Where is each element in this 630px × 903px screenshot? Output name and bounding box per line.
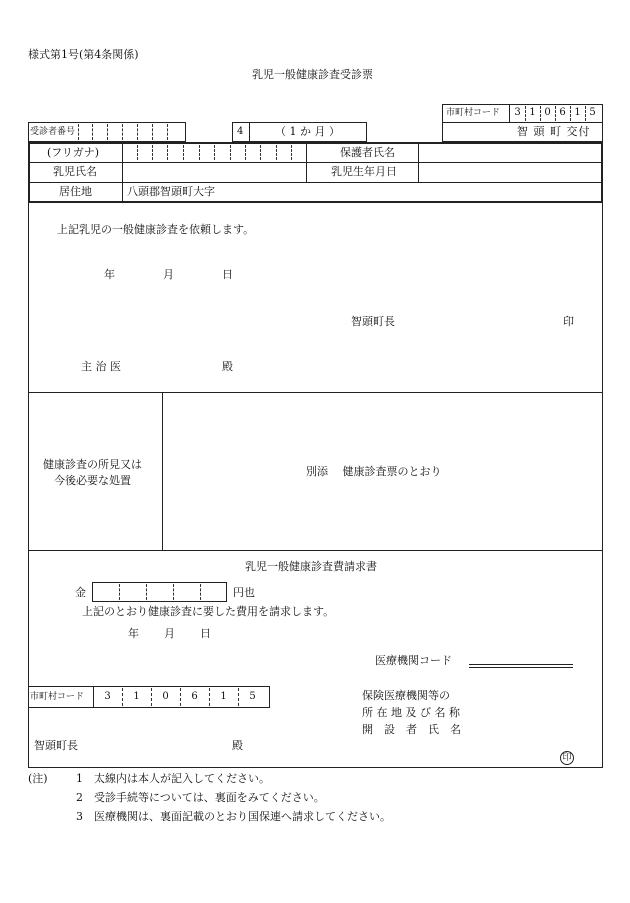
request-text: 上記乳児の一般健康診査を依頼します。 xyxy=(57,223,255,236)
institution-line-3: 開 設 者 氏 名 xyxy=(362,723,461,736)
municipal-code-label: 市町村コード xyxy=(446,108,501,118)
code-digit: 3 xyxy=(104,691,111,702)
findings-value: 別添 健康診査票のとおり xyxy=(306,465,442,478)
institution-line-1: 保険医療機関等の xyxy=(362,689,450,702)
amount-suffix: 円也 xyxy=(233,586,255,599)
age-label: （ 1 か 月 ） xyxy=(275,125,340,138)
infant-name-label: 乳児氏名 xyxy=(53,165,97,178)
invoice-municipal-code-label: 市町村コード xyxy=(30,692,85,702)
age-number: 4 xyxy=(237,126,244,137)
invoice-mayor-label: 智頭町長 xyxy=(34,739,78,752)
findings-label-1: 健康診査の所見又は xyxy=(43,458,142,471)
examinee-number-label: 受診者番号 xyxy=(30,127,76,137)
birthdate-label: 乳児生年月日 xyxy=(331,165,397,178)
findings-label-2: 今後必要な処置 xyxy=(54,474,131,487)
invoice-day: 日 xyxy=(200,627,211,640)
doctor-honorific: 殿 xyxy=(222,360,233,373)
note-number: 1 xyxy=(76,772,83,785)
form-number: 様式第1号(第4条関係) xyxy=(28,48,139,61)
institution-code-label: 医療機関コード xyxy=(375,654,452,667)
code-digit: 5 xyxy=(589,107,596,118)
note-number: 3 xyxy=(76,810,83,823)
note-number: 2 xyxy=(76,791,83,804)
address-value: 八頭郡智頭町大字 xyxy=(127,185,215,198)
amount-box xyxy=(92,582,227,602)
note-text: 受診手続等については、裏面をみてください。 xyxy=(94,791,325,804)
form-title: 乳児一般健康診査受診票 xyxy=(252,68,373,81)
invoice-year: 年 xyxy=(128,627,139,640)
institution-line-2: 所 在 地 及 び 名 称 xyxy=(362,706,460,719)
code-digit: 1 xyxy=(133,691,140,702)
infant-info-table xyxy=(28,142,603,203)
code-digit: 3 xyxy=(514,107,521,118)
code-digit: 0 xyxy=(162,691,169,702)
issuer: 智 頭 町 交付 xyxy=(517,125,591,138)
mayor-label: 智頭町長 xyxy=(351,315,395,328)
seal-mark: 印 xyxy=(563,315,574,328)
code-digit: 6 xyxy=(559,107,566,118)
note-text: 太線内は本人が記入してください。 xyxy=(94,772,270,785)
code-digit: 5 xyxy=(249,691,256,702)
code-digit: 0 xyxy=(544,107,551,118)
code-digit: 6 xyxy=(191,691,198,702)
code-digit: 1 xyxy=(574,107,581,118)
note-text: 医療機関は、裏面記載のとおり国保連へ請求してください。 xyxy=(94,810,391,823)
code-digit: 1 xyxy=(529,107,536,118)
amount-prefix: 金 xyxy=(75,586,86,599)
code-digit: 1 xyxy=(220,691,227,702)
request-month: 月 xyxy=(163,268,174,281)
invoice-honorific: 殿 xyxy=(232,739,243,752)
invoice-statement: 上記のとおり健康診査に要した費用を請求します。 xyxy=(82,605,335,618)
notes-prefix: (注) xyxy=(28,772,48,785)
seal-circle: 印 xyxy=(560,751,574,765)
invoice-title: 乳児一般健康診査費請求書 xyxy=(245,560,377,573)
guardian-name-label: 保護者氏名 xyxy=(340,146,395,159)
institution-code-line xyxy=(469,664,573,668)
furigana-label: (フリガナ) xyxy=(47,146,100,159)
request-year: 年 xyxy=(104,268,115,281)
address-label: 居住地 xyxy=(59,185,92,198)
invoice-month: 月 xyxy=(164,627,175,640)
request-day: 日 xyxy=(222,268,233,281)
doctor-label: 主 治 医 xyxy=(81,360,121,373)
